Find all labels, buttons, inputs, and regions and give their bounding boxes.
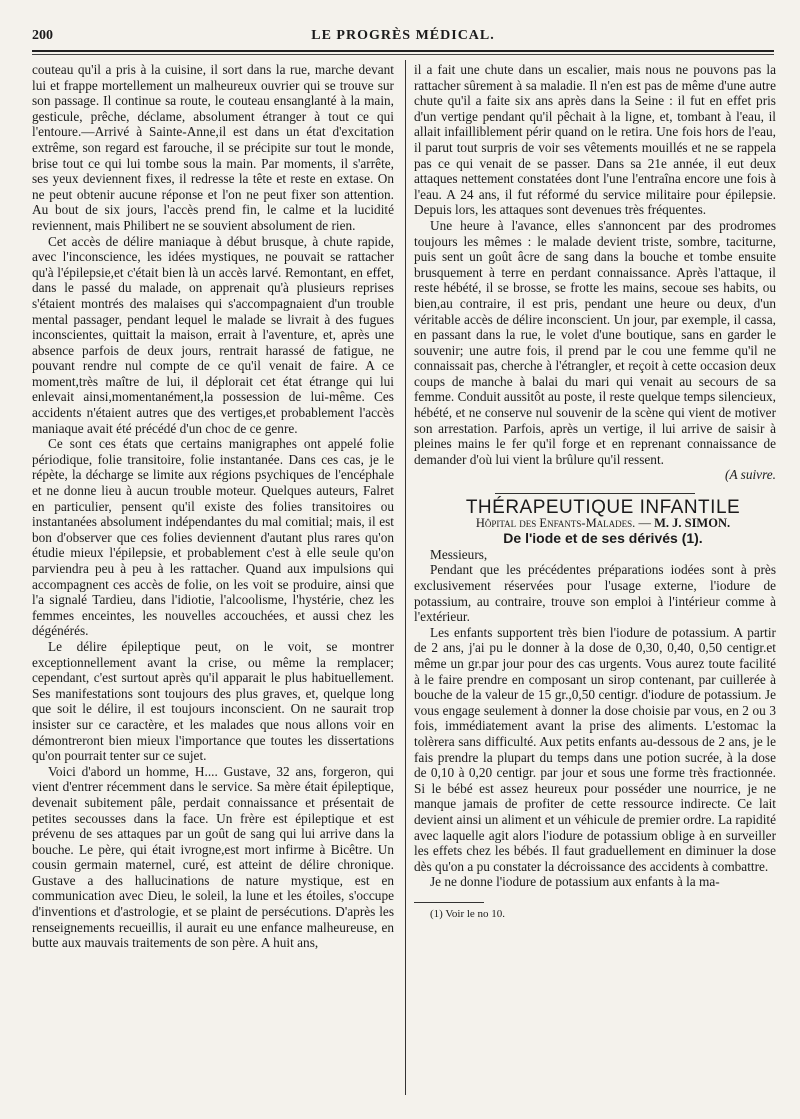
paragraph: couteau qu'il a pris à la cuisine, il sort dans la rue, marche devant lui et frappe mortellement un malheureux ouvrier qui se trouve sur son passage. Il continue sa route, le couteau ensanglanté à la main, gesticule, prêche, déclame, absolument étranger à tout ce qui l'entoure.—Arrivé à Sainte-Anne,il est dans un état d'excitation extrême, son regard est farouche, il se précipite sur tout le monde, brise tout ce qui lui tombe sous la main. Par moments, il s'arrête, ses yeux deviennent fixes, il redresse la tête et reste en extase. On ne peut obtenir aucune réponse et l'on ne peut fixer son attention. Au bout de six jours, l'accès prend fin, le calme et la lucidité reviennent, mais Philibert ne se souvient absolument de rien. [32, 62, 394, 233]
footnote-rule [414, 902, 484, 903]
suite-label: (A suivre. [725, 467, 776, 483]
page-header [32, 28, 774, 48]
hospital-name: Hôpital des Enfants-Malades. [475, 515, 636, 530]
footnote: (1) Voir le no 10. [430, 907, 506, 920]
paragraph: Cet accès de délire maniaque à début brusque, à chute rapide, avec l'inconscience, les idées mystiques, ne pouvait se rattacher qu'à l'épilepsie,et c'était bien là un accès larvé. Remontant, en effet, dans le passé du malade, on apprenait qu'à plusieurs reprises s'étaient montrés des malaises qui s'accompagnaient d'un trouble mental passager, pendant lequel le malade se livrait à des fugues inconscientes, quittait la maison, errait à l'aventure, et, après une absence parfois de deux jours, rentrait harassé de fatigue, ne pouvant rendre nul compte de ce qu'il venait de faire. A ce moment,très maître de lui, il déplorait cet état étrange qui lui enlevait ainsi,momentanément,la possession de lui-même. Ces accidents n'étaient autres que des vertiges,et probablement l'accès maniaque avait été précédé d'un choc de ce genre. [32, 233, 394, 436]
paragraph: Les enfants supportent très bien l'iodure de potassium. A partir de 2 ans, j'ai pu le donner à la dose de 0,30, 0,40, 0,50 centigr.et même un gr.par jour pour des cas urgents. Vous aurez toute facilité à le faire prendre en composant un sirop contenant, par cuillerée à bouche de la valeur de 15 gr.,0,50 centigr. d'iodure de potassium. Je vous engage seulement à donner la dose choisie par vous, en 2 ou 3 fois, immédiatement avant la prise des aliments. L'estomac la tolèrera sans difficulté. Aux petits enfants au-dessous de 2 ans, je le fais prendre la plupart du temps dans une potion sucrée, à la dose de 0,10 à 0,20 centigr. par jour et sous une forme très fractionnée. Si le bébé est assez heureux pour posséder une nourrice, je ne manque jamais de profiter de cette ressource indirecte. Ce lait devient ainsi un aliment et un véhicule de premier ordre. La rapidité avec laquelle agit alors l'iodure de potassium oblige à en surveiller les effets chez les bébés. Il faut graduellement en diminuer la dose dès qu'on a pu constater la décroissance des accidents à combattre. [414, 624, 776, 874]
paragraph: Le délire épileptique peut, on le voit, se montrer exceptionnellement avant la crise, ou même la remplacer; cependant, c'est surtout après qu'il apparait le plus habituellement. Ses manifestations sont toujours des plus graves, et, quelque long que soit le délire, il est toujours inconscient. On ne saurait trop insister sur ce caractère, et les malades que nous allons voir en démontreront bien mieux l'importance que toutes les dissertations qu'on pourrait tenter sur ce sujet. [32, 638, 394, 764]
paragraph: Voici d'abord un homme, H.... Gustave, 32 ans, forgeron, qui vient d'entrer récemment dans le service. Sa mère était épileptique, devenait subitement pâle, perdait connaissance et présentait de petites secousses dans la face. Un frère est épileptique et est prévenu de ses attaques par un goût de sang qui lui arrive dans la bouche. Le père, qui était ivrogne,est mort infirme à Bicêtre. Un cousin germain maternel, curé, est atteint de délire chronique. Gustave a des hallucinations de nature mystique, est en communication avec Dieu, le soleil, la lune et les étoiles, s'occupe d'inventions et d'astrologie, et se plaint de persécutions. D'après les renseignements recueillis, il aurait eu une enfance malheureuse, en butte aux mauvais traitements de son père. A huit ans, [32, 763, 394, 951]
author-name: M. J. SIMON. [654, 515, 731, 530]
paragraph: Pendant que les précédentes préparations iodées sont à près exclusivement réservées pour l'usage externe, l'iodure de potassium, au contraire, trouve son emploi à l'intérieur comme à l'extérieur. [414, 562, 776, 625]
column-divider [405, 60, 406, 1095]
section-byline: Hôpital des Enfants-Malades. — M. J. SIMON. [475, 515, 731, 530]
right-column [414, 62, 776, 1102]
paragraph: il a fait une chute dans un escalier, mais nous ne pouvons pas la rattacher sûrement à sa maladie. Il n'en est pas de même d'une autre chute qu'il a faite six ans après dans la Seine : il fut en effet pris d'un vertige pendant qu'il pêchait à la ligne, et, tombant à l'eau, il allait infailliblement périr quand on le retira. Une fois hors de l'eau, il parut tout surpris de voir ses vêtements mouillés et ne se rappela pas ce qui venait de se passer. Dans sa 21e année, il eut deux attaques nettement constatées dont l'une l'entraîna encore une fois à l'eau. A 24 ans, il fut réformé du service militaire pour épilepsie. Depuis lors, les attaques sont devenues très fréquentes. [414, 62, 776, 218]
header-rule [32, 50, 774, 52]
to-be-continued [414, 467, 776, 483]
paragraph: Ce sont ces états que certains manigraphes ont appelé folie périodique, folie transitoire, folie instantanée. Dans ces cas, je le répète, la décharge se limite aux régions psychiques de l'encéphale et ne donne lieu à aucun trouble moteur. Quelques auteurs, Falret en particulier, pensent qu'il existe des folies transitoires ou instantanées absolument indépendantes du mal comitial; mais, il est bon d'observer que ces folies deviennent d'autant plus rares qu'on étudie mieux l'épilepsie, et probablement c'est à elle seule qu'on parviendra peu à peu à les rattacher. Quand aux impulsions qui accompagnent ces accès de folie, on les voit se produire, ainsi que l'a signalé Tardieu, dans l'idiotie, l'alcoolisme, l'hystérie, chez les femmes enceintes, les nouvelles accouchées, et aussi chez les dégénérés. [32, 436, 394, 639]
left-column [32, 62, 394, 1102]
article-title: De l'iode et de ses dérivés (1). [503, 530, 703, 547]
section-separator [495, 493, 695, 494]
header-rule-thin [32, 54, 774, 55]
salutation: Messieurs, [430, 546, 488, 562]
section-title: THÉRAPEUTIQUE INFANTILE [465, 497, 741, 519]
page-number: 200 [32, 28, 53, 43]
journal-title: LE PROGRÈS MÉDICAL. [311, 28, 495, 43]
paragraph: Une heure à l'avance, elles s'annoncent par des prodromes toujours les mêmes : le malade devient triste, sombre, taciturne, puis sent un goût âcre de sang dans la bouche et tombe ensuite brusquement à terre en perdant connaissance. Après l'attaque, il reste hébété, il se brosse, se frotte les mains, secoue ses habits, ou bien,au contraire, il est pris, pendant une heure ou deux, d'un véritable accès de délire inconscient. Un jour, par exemple, il cassa, en passant dans la rue, le volet d'une boutique, sans en garder le souvenir; une autre fois, il prend par le cou une femme qu'il ne connaissait pas, cherche à l'étrangler, et reçoit à cette occasion deux coups de manche à balai du mari qui venait au secours de sa femme. Conduit aussitôt au poste, il reste quelque temps silencieux, hébété, et ne conserve nul souvenir de la scène qui vient de motiver son arrestation. Parfois, après un vertige, il lui arrive de saisir à pleines mains le fer qu'il forge et en reprenant connaissance de demander d'où lui vient la brûlure qu'il ressent. [414, 217, 776, 467]
paragraph: Je ne donne l'iodure de potassium aux enfants à la ma- [430, 874, 720, 890]
